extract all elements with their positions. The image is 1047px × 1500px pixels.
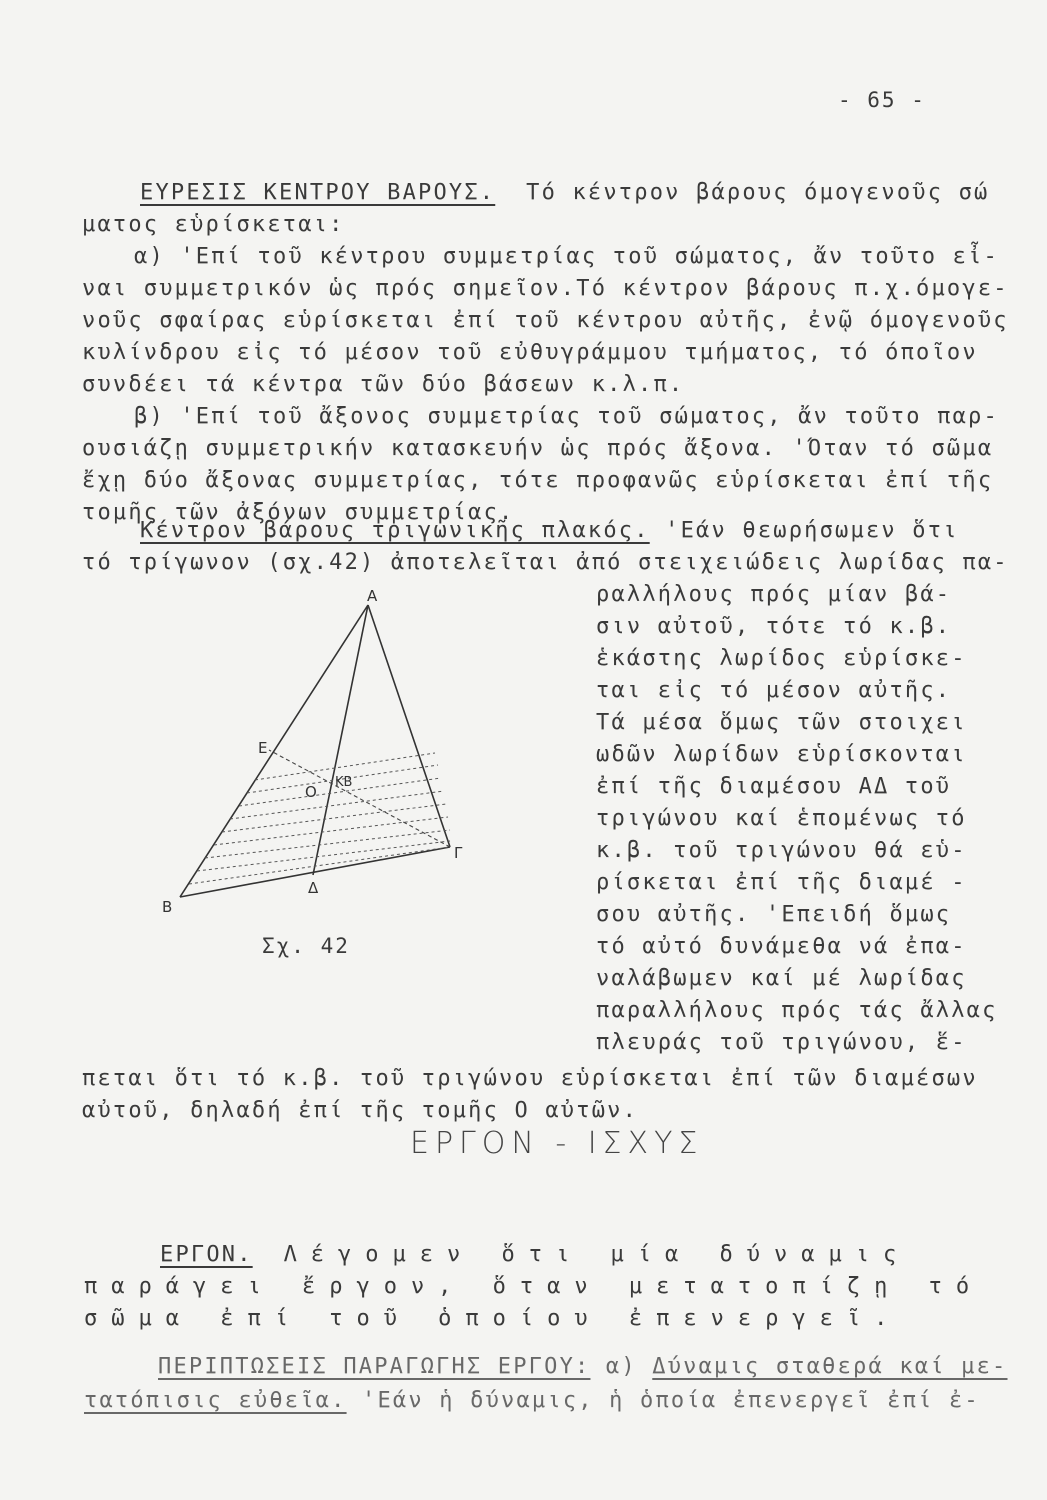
label-point-O: Ο — [305, 783, 317, 801]
text-run: Λέγομεν ὅτι μία δύναμις — [283, 1242, 911, 1267]
paragraph-line: ουσιάζῃ συμμετρικήν κατασκευήν ὡς πρός ἄξονα. 'Όταν τό σῶμα — [82, 436, 994, 461]
label-vertex-D: Δ — [308, 879, 319, 897]
paragraph-line: ἔχῃ δύο ἄξονας συμμετρίας, τότε προφανῶς εὑρίσκεται ἐπί τῆς — [82, 468, 994, 493]
section-heading-center-of-gravity: ΕΥΡΕΣΙΣ ΚΕΝΤΡΟΥ ΒΑΡΟΥΣ. — [140, 180, 496, 205]
case-a-label: α) — [605, 1354, 637, 1379]
paragraph-line: ματος εὑρίσκεται: — [82, 212, 345, 237]
case-a-title-continued: τατόπισις εὐθεῖα. — [84, 1388, 347, 1413]
paragraph-line: ναι συμμετρικόν ὡς πρός σημεῖον.Τό κέντρον βάρους π.χ.όμογε- — [82, 276, 1009, 301]
paragraph-line: ραλλήλους πρός μίαν βά- — [596, 582, 952, 607]
cases-heading: ΠΕΡΙΠΤΩΣΕΙΣ ΠΑΡΑΓΩΓΗΣ ΕΡΓΟΥ: — [158, 1354, 591, 1379]
page-number: - 65 - — [838, 88, 926, 112]
paragraph-line: παραλλήλους πρός τάς ἄλλας — [596, 998, 998, 1023]
paragraph-line: κ.β. τοῦ τριγώνου θά εὑ- — [596, 838, 967, 863]
paragraph-line: α) 'Επί τοῦ κέντρου συμμετρίας τοῦ σώματος, ἄν τοῦτο εἶ- — [134, 244, 999, 269]
paragraph-line: τριγώνου καί ἑπομένως τό — [596, 806, 967, 831]
case-a-title: Δύναμις σταθερά καί με- — [652, 1354, 1008, 1379]
paragraph-line: ναλάβωμεν καί μέ λωρίδας — [596, 966, 967, 991]
label-vertex-G: Γ — [454, 844, 463, 862]
paragraph-line: ἐπί τῆς διαμέσου ΑΔ τοῦ — [596, 774, 952, 799]
work-heading: ΕΡΓΟΝ. — [160, 1242, 253, 1267]
median-AD — [313, 605, 368, 875]
paragraph-line: κυλίνδρου εἰς τό μέσον τοῦ εὐθυγράμμου τμήματος, τό όποῖον — [82, 340, 978, 365]
label-centroid-KB: ΚΒ — [335, 775, 353, 790]
triangle-figure — [150, 575, 480, 925]
paragraph-line: Τά μέσα ὅμως τῶν στοιχει — [596, 710, 967, 735]
paragraph-line: β) 'Επί τοῦ ἄξονος συμμετρίας τοῦ σώματος, ἄν τοῦτο παρ- — [134, 404, 999, 429]
paragraph-line: ωδῶν λωρίδων εὑρίσκονται — [596, 742, 967, 767]
paragraph-line — [84, 1386, 980, 1416]
paragraph-line — [140, 516, 959, 546]
paragraph-line: νοῦς σφαίρας εὑρίσκεται ἐπί τοῦ κέντρου αὐτῆς, ἐνῷ όμογενοῦς — [82, 308, 1009, 333]
paragraph-line: ρίσκεται ἐπί τῆς διαμέ - — [596, 870, 967, 895]
subsection-heading-triangle: Κέντρον βάρους τριγωνικῆς πλακός. — [140, 518, 650, 543]
paragraph-line — [140, 178, 990, 208]
label-point-E: Ε — [258, 739, 268, 757]
parallel-strips — [189, 753, 450, 884]
paragraph-line: αὐτοῦ, δηλαδή ἐπί τῆς τομῆς Ο αὐτῶν. — [82, 1098, 639, 1123]
figure-caption: Σχ. 42 — [262, 934, 350, 958]
paragraph-line: τό αὐτό δυνάμεθα νά ἐπα- — [596, 934, 967, 959]
paragraph-line: τό τρίγωνον (σχ.42) ἀποτελεῖται ἀπό στειχειώδεις λωρίδας πα- — [82, 550, 1009, 575]
triangle-side-AB — [180, 605, 368, 897]
paragraph-line: σιν αὐτοῦ, τότε τό κ.β. — [596, 614, 952, 639]
paragraph-line: σῶμα ἐπί τοῦ ὁποίου ἐπενεργεῖ. — [84, 1306, 902, 1331]
paragraph-line — [158, 1352, 1008, 1382]
label-vertex-B: Β — [162, 898, 173, 916]
paragraph-line: συνδέει τά κέντρα τῶν δύο βάσεων κ.λ.π. — [82, 372, 685, 397]
text-run: Τό κέντρον βάρους όμογενοῦς σώ — [526, 180, 990, 205]
label-vertex-A: Α — [367, 587, 378, 605]
text-run: 'Εάν ἡ δύναμις, ἡ ὁποία ἐπενεργεῖ ἐπί ἐ- — [362, 1388, 980, 1413]
paragraph-line: πλευράς τοῦ τριγώνου, ἕ- — [596, 1030, 967, 1055]
paragraph-line: ἑκάστης λωρίδος εὑρίσκε- — [596, 646, 967, 671]
paragraph-line: τομῆς τῶν ἀξόνων συμμετρίας. — [82, 500, 515, 525]
paragraph-line: ται εἰς τό μέσον αὐτῆς. — [596, 678, 952, 703]
paragraph-line: σου αὐτῆς. 'Επειδή ὅμως — [596, 902, 952, 927]
section-title: ΕΡΓΟΝ - ΙΣΧΥΣ — [410, 1126, 704, 1161]
paragraph-line — [160, 1240, 910, 1270]
triangle-side-AG — [368, 605, 450, 847]
paragraph-line: παράγει ἔργον, ὅταν μετατοπίζῃ τό — [84, 1274, 984, 1299]
text-run: 'Εάν θεωρήσωμεν ὅτι — [665, 518, 959, 543]
paragraph-line: πεται ὅτι τό κ.β. τοῦ τριγώνου εὑρίσκεται ἐπί τῶν διαμέσων — [82, 1066, 978, 1091]
